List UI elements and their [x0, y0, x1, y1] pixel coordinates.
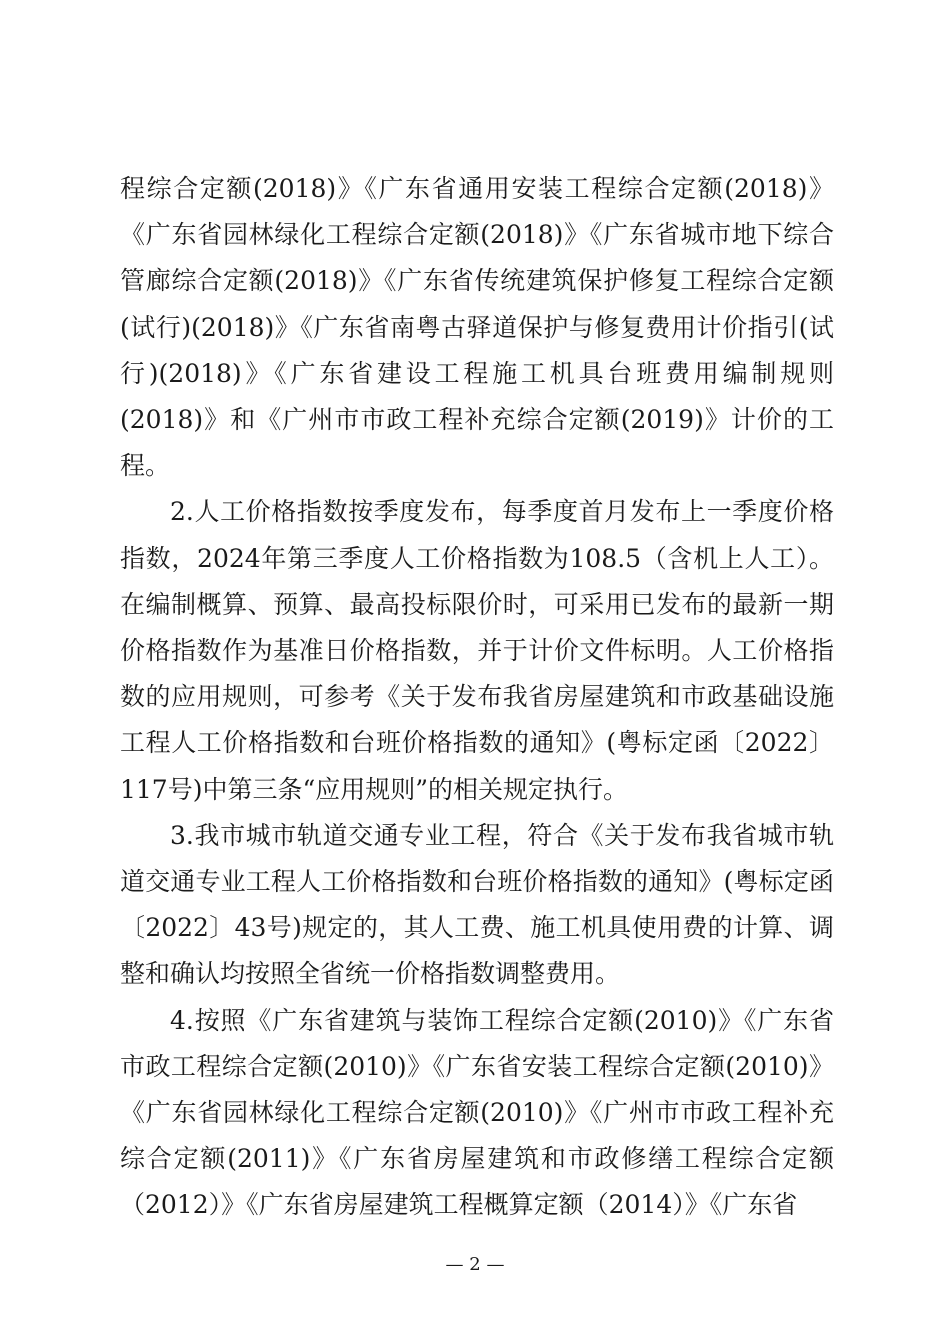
paragraph-item-3: 3.我市城市轨道交通专业工程，符合《关于发布我省城市轨道交通专业工程人工价格指数和台班价格指数的通知》(粤标定函〔2022〕43号)规定的，其人工费、施工机具使用费的计算、调整和确认均按照全省统一价格指数调整费用。: [120, 820, 834, 989]
paragraph-item-2: 2.人工价格指数按季度发布，每季度首月发布上一季度价格指数，2024年第三季度人工价格指数为108.5（含机上人工）。在编制概算、预算、最高投标限价时，可采用已发布的最新一期价格指数作为基准日价格指数，并于计价文件标明。人工价格指数的应用规则，可参考《关于发布我省房屋建筑和市政基础设施工程人工价格指数和台班价格指数的通知》(粤标定函〔2022〕117号)中第三条“应用规则”的相关规定执行。: [120, 497, 834, 804]
paragraph-item-4: 4.按照《广东省建筑与装饰工程综合定额(2010)》《广东省市政工程综合定额(2010)》《广东省安装工程综合定额(2010)》《广东省园林绿化工程综合定额(2010)》《广州市市政工程补充综合定额(2011)》《广东省房屋建筑和市政修缮工程综合定额（2012）》《广东省房屋建筑工程概算定额（2014）》《广东省: [120, 1005, 834, 1220]
paragraph-continuation: 程综合定额(2018)》《广东省通用安装工程综合定额(2018)》《广东省园林绿化工程综合定额(2018)》《广东省城市地下综合管廊综合定额(2018)》《广东省传统建筑保护修复工程综合定额(试行)(2018)》《广东省南粤古驿道保护与修复费用计价指引(试行)(2018)》《广东省建设工程施工机具台班费用编制规则(2018)》和《广州市市政工程补充综合定额(2019)》计价的工程。: [120, 174, 834, 481]
page-number: — 2 —: [445, 1254, 505, 1275]
document-body: [120, 166, 834, 1229]
